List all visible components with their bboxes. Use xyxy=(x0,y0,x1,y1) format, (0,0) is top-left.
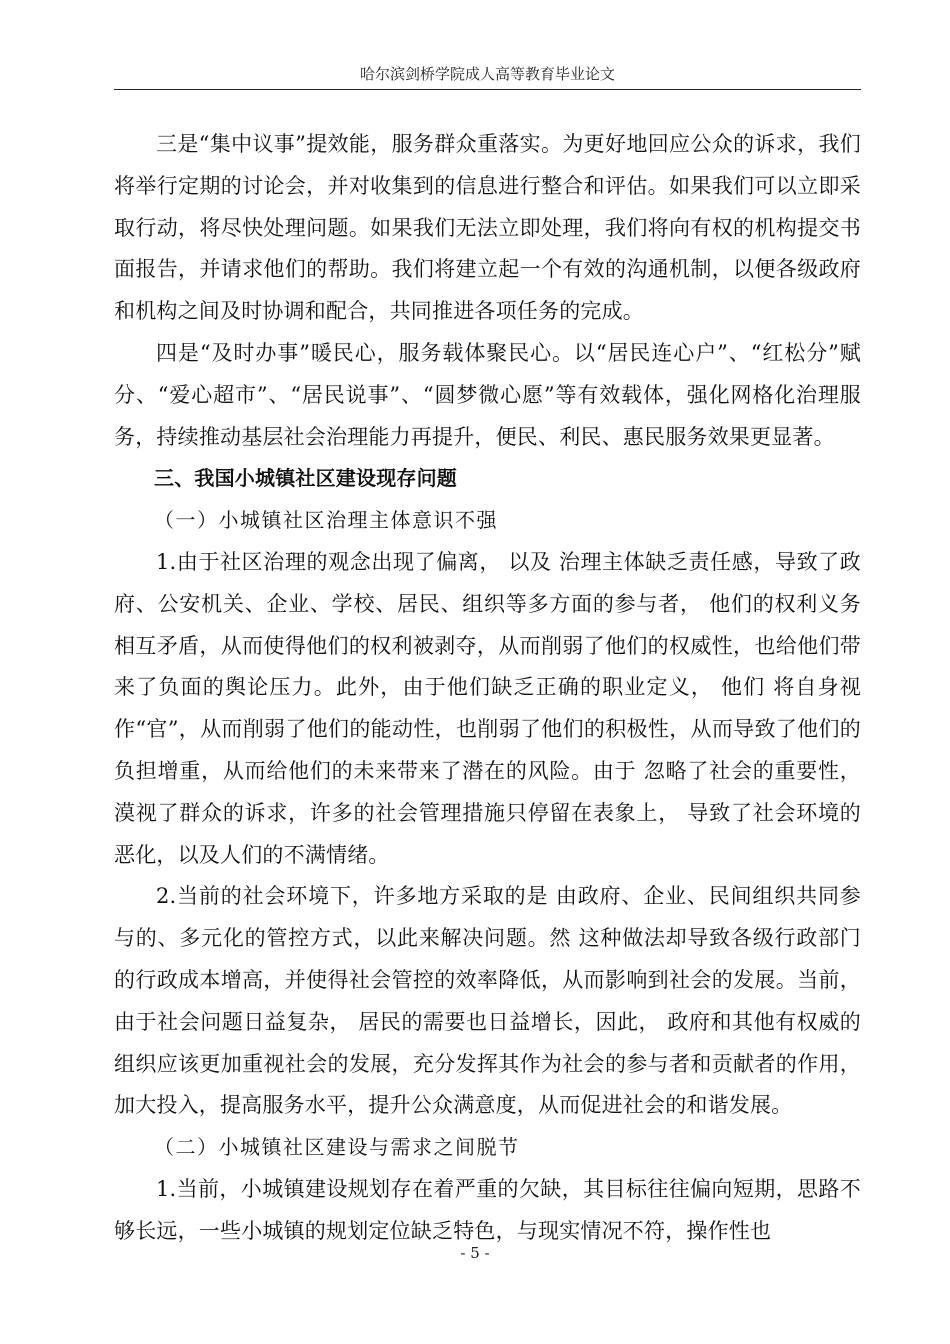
header-divider xyxy=(114,89,861,90)
page-header-title: 哈尔滨剑桥学院成人高等教育毕业论文 xyxy=(359,65,615,83)
paragraph-planning-1: 1.当前，小城镇建设规划存在着严重的欠缺，其目标往往偏向短期，思路不够长远，一些小城镇的规划定位缺乏特色，与现实情况不符，操作性也 xyxy=(114,1176,861,1243)
paragraph-timely-service: 四是“及时办事”暖民心，服务载体聚民心。以“居民连心户”、“红松分”赋分、“爱心超市”、“居民说事”、“圆梦微心愿”等有效载体，强化网格化治理服务，持续推动基层社会治理能力再提升，便民、利民、惠民服务效果更显著。 xyxy=(114,340,861,449)
paragraph-governance-2: 2.当前的社会环境下，许多地方采取的是 由政府、企业、民间组织共同参与的、多元化的管控方式，以此来解决问题。然 这种做法却导致各级行政部门的行政成本增高，并使得社会管控的效率降低，从而影响到社会的发展。当前，由于社会问题日益复杂， 居民的需要也日益增长，因此， 政府和其他有权威的组织应该更加重视社会的发展，充分发挥其作为社会的参与者和贡献者的作用，加大投入，提高服务水平，提升公众满意度，从而促进社会的和谐发展。 xyxy=(114,884,861,1118)
paragraph-governance-1: 1.由于社区治理的观念出现了偏离， 以及 治理主体缺乏责任感，导致了政府、公安机关、企业、学校、居民、组织等多方面的参与者， 他们的权利义务相互矛盾，从而使得他们的权利被剥夺，从而削弱了他们的权威性，也给他们带来了负面的舆论压力。此外，由于他们缺乏正确的职业定义， 他们 将自身视作“官”，从而削弱了他们的能动性，也削弱了他们的积极性，从而导致了他们的负担增重，从而给他们的未来带来了潜在的风险。由于 忽略了社会的重要性， 漠视了群众的诉求，许多的社会管理措施只停留在表象上， 导致了社会环境的恶化，以及人们的不满情绪。 xyxy=(114,549,861,867)
section-heading: 三、我国小城镇社区建设现存问题 xyxy=(154,466,457,491)
document-body xyxy=(114,124,861,1253)
page-number: - 5 - xyxy=(460,1244,490,1262)
subsection-heading-2: （二）小城镇社区建设与需求之间脱节 xyxy=(154,1135,520,1160)
subsection-heading-1: （一）小城镇社区治理主体意识不强 xyxy=(154,508,498,533)
paragraph-collective-deliberation: 三是“集中议事”提效能，服务群众重落实。为更好地回应公众的诉求，我们将举行定期的讨论会，并对收集到的信息进行整合和评估。如果我们可以立即采取行动，将尽快处理问题。如果我们无法立即处理，我们将向有权的机构提交书面报告，并请求他们的帮助。我们将建立起一个有效的沟通机制，以便各级政府和机构之间及时协调和配合，共同推进各项任务的完成。 xyxy=(114,132,861,324)
